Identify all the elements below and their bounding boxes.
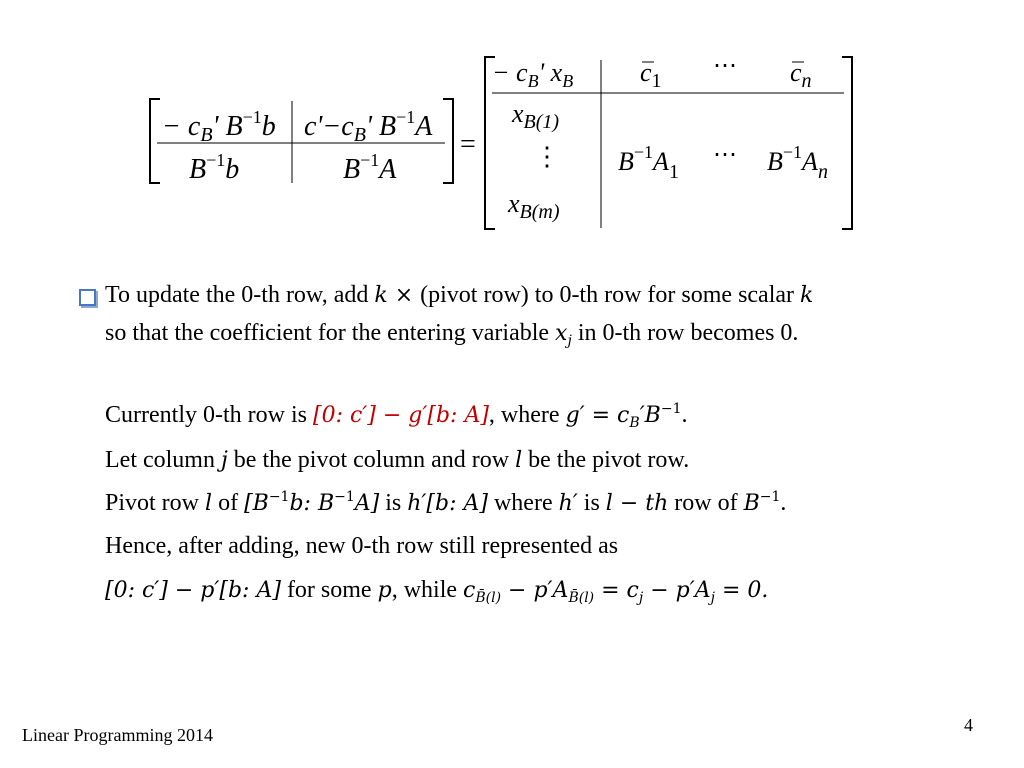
line-hence	[105, 534, 618, 558]
left-r1c1: − $c_B'$ $B^{-1}b$	[162, 107, 276, 146]
vdots: ⋮	[534, 142, 560, 171]
text: in 0-th row becomes 0.	[571, 320, 799, 346]
math: − p′A	[501, 578, 569, 603]
left-r2c1: $B^{-1}b$	[189, 150, 240, 185]
bullet-line-2	[105, 321, 798, 348]
math: − p′A	[643, 578, 711, 603]
text: (pivot row) to 0-th row for some scalar	[420, 282, 801, 308]
math-times: ×	[387, 283, 421, 308]
text: is	[379, 490, 408, 516]
math: A]	[354, 491, 380, 516]
text: is	[577, 490, 606, 516]
text: Let column	[105, 447, 221, 473]
left-r1c2: $c'-c_B'$ $B^{-1}A$	[304, 107, 433, 146]
math-highlight: [0: c′] − g′[b: A]	[312, 403, 489, 428]
math-sub: j	[638, 590, 644, 606]
text: Hence, after adding, new 0-th row still represented as	[105, 533, 619, 559]
math: = c	[594, 578, 639, 603]
line-pivot-row	[105, 490, 786, 515]
line-final	[105, 578, 768, 605]
text: .	[780, 490, 787, 516]
cbarn: $c_n$	[790, 58, 812, 92]
math-k: k	[374, 283, 388, 308]
text: where	[487, 490, 559, 516]
math-c: c	[463, 578, 476, 603]
math: = 0.	[714, 578, 769, 603]
footer-course: Linear Programming 2014	[22, 725, 213, 745]
cbar1: $c_1$	[640, 58, 662, 92]
line-currently	[105, 402, 688, 430]
line-let-column	[105, 448, 689, 472]
math-sub: j	[710, 590, 715, 606]
math-x: x	[555, 321, 568, 346]
text: Currently 0-th row is	[105, 402, 313, 428]
bullet-line-1	[105, 283, 813, 307]
math: b: B	[289, 491, 335, 516]
math-h: h′	[558, 491, 578, 516]
math-sub: B̄(l)	[568, 590, 595, 606]
math-p: p	[377, 578, 392, 603]
text: for some	[280, 577, 378, 603]
text: To update the 0-th row, add	[105, 282, 375, 308]
left-r2c2: $B^{-1}A$	[343, 150, 397, 185]
equals-sign: =	[460, 129, 476, 160]
math-sub: B̄(l)	[475, 590, 502, 606]
text: be the pivot row.	[522, 447, 690, 473]
math-sup: −1	[334, 489, 355, 505]
text: , while	[391, 577, 464, 603]
dots-top: ⋯	[713, 53, 737, 79]
math-lth: l − th	[605, 491, 669, 516]
xbm: $x_{B(m)}$	[508, 189, 560, 223]
math-l: l	[515, 448, 523, 473]
math: [B	[244, 491, 269, 516]
math-sup: −1	[660, 401, 682, 417]
text: be the pivot column and row	[227, 447, 516, 473]
math-sup: −1	[268, 489, 290, 505]
text: so that the coefficient for the entering variable	[105, 320, 556, 346]
right-top-left: − $c_B'$ $x_B$	[492, 58, 574, 91]
math-B: ′B	[639, 403, 661, 428]
xb1: $x_{B(1)}$	[512, 99, 560, 133]
math-g: g′ = c	[565, 403, 630, 428]
text: row of	[668, 490, 744, 516]
text: , where	[488, 402, 566, 428]
math-sub: j	[567, 333, 572, 349]
page-number: 4	[964, 715, 973, 735]
math: [0: c′] − p′[b: A]	[105, 578, 281, 603]
text: .	[681, 402, 688, 428]
text: of	[212, 490, 245, 516]
bullet-checkbox-icon	[79, 289, 96, 306]
dots-mid: ⋯	[713, 142, 737, 168]
math-sub: B	[629, 415, 640, 431]
math-j: j	[220, 448, 228, 473]
math-B: B	[743, 491, 760, 516]
math-l: l	[205, 491, 213, 516]
math-sup: −1	[759, 489, 781, 505]
binv-a1: $B^{-1}A_1$	[618, 142, 679, 183]
binv-an: $B^{-1}A_n$	[767, 142, 828, 183]
text: Pivot row	[105, 490, 206, 516]
math-h: h′[b: A]	[407, 491, 488, 516]
math-k: k	[800, 283, 814, 308]
